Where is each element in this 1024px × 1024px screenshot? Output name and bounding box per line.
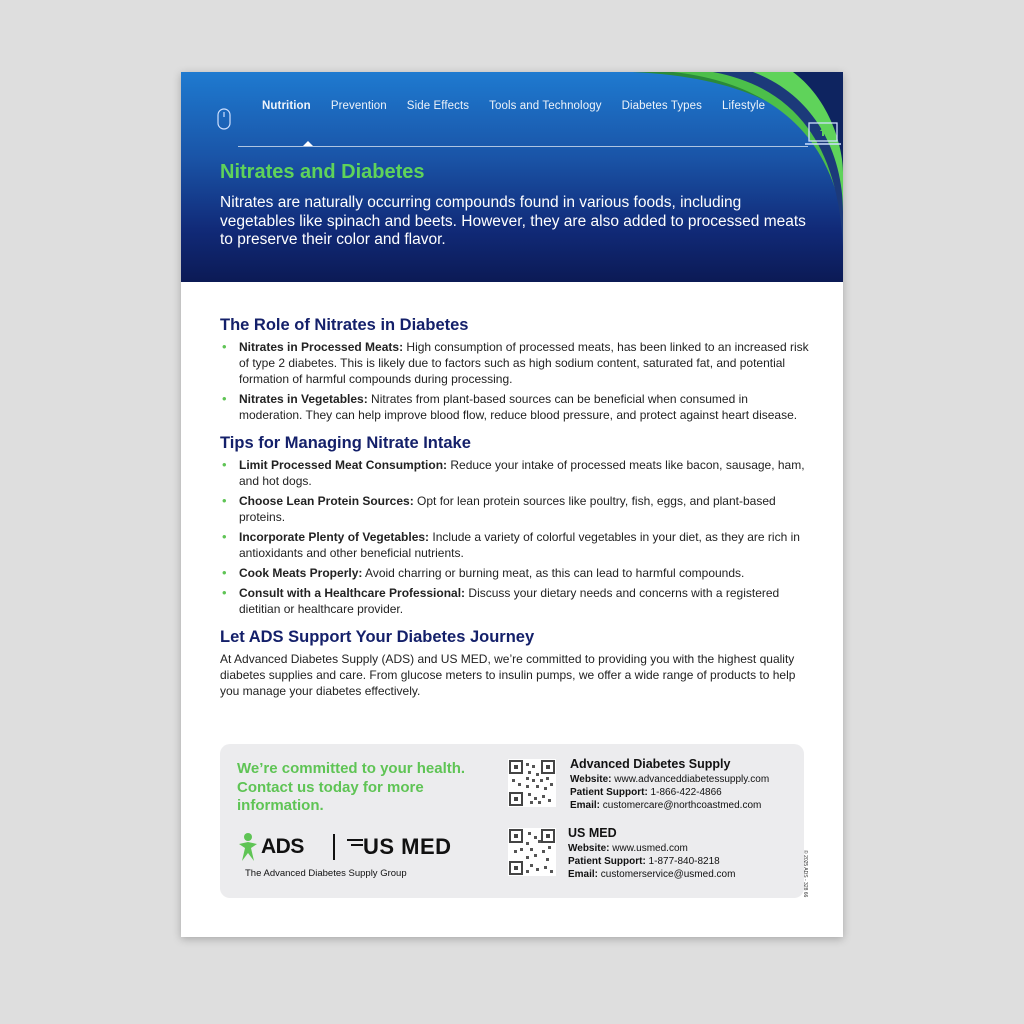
website-link[interactable]: www.advanceddiabetessupply.com — [611, 774, 770, 785]
phone-number[interactable]: 1-877-840-8218 — [645, 856, 720, 867]
nav-tab-tools-technology[interactable]: Tools and Technology — [489, 100, 602, 112]
list-item: • Cook Meats Properly: Avoid charring or burning meat, as this can lead to harmful compounds. — [220, 565, 810, 581]
nav-tab-lifestyle[interactable]: Lifestyle — [722, 100, 766, 112]
brand-logos — [237, 830, 467, 864]
document-code: © 2025 ADS - 328 66 — [802, 850, 808, 898]
nav-tab-diabetes-types[interactable]: Diabetes Types — [621, 100, 703, 112]
usmed-logo: US MED — [347, 834, 452, 860]
qr-code-usmed[interactable] — [508, 828, 556, 876]
mouse-icon — [217, 108, 231, 130]
intro-text: Nitrates are naturally occurring compounds found in various foods, including vegetables like spinach and beets. However, they are also added to processed meats to preserve their color and flavor. — [220, 194, 806, 248]
nav-tab-side-effects[interactable]: Side Effects — [406, 100, 470, 112]
commitment-text: We’re committed to your health. Contact us today for more information. — [237, 760, 466, 814]
usmed-contact-info: US MED Website: www.usmed.com Patient Support: 1-877-840-8218 Email: customerservice@usmed.com — [568, 826, 736, 880]
email-link[interactable]: customercare@northcoastmed.com — [600, 800, 762, 811]
list-item: • Incorporate Plenty of Vegetables: Include a variety of colorful vegetables in your diet, as they are rich in antioxidants and other beneficial nutrients. — [220, 529, 810, 561]
role-list — [220, 339, 810, 423]
section-heading-tips: Tips for Managing Nitrate Intake — [220, 434, 471, 452]
person-icon — [237, 832, 259, 862]
list-item: • Nitrates in Vegetables: Nitrates from plant-based sources can be beneficial when consumed in moderation. They can help improve blood flow, reduce blood pressure, and protect against heart disease. — [220, 391, 810, 423]
laptop-icon — [805, 122, 841, 148]
list-item: • Consult with a Healthcare Professional: Discuss your dietary needs and concerns with a registered dietitian or healthcare provider. — [220, 585, 810, 617]
org-name: US MED — [568, 826, 617, 840]
group-tagline: The Advanced Diabetes Supply Group — [245, 868, 407, 879]
page-title: Nitrates and Diabetes — [220, 161, 425, 183]
contact-box — [220, 744, 804, 898]
section-heading-role: The Role of Nitrates in Diabetes — [220, 316, 469, 334]
list-item: • Nitrates in Processed Meats: High consumption of processed meats, has been linked to an increased risk of type 2 diabetes. This is likely due to factors such as high sodium content, saturated fat, and potential formation of harmful compounds during processing. — [220, 339, 810, 387]
nav-tab-nutrition[interactable]: Nutrition — [262, 100, 311, 112]
website-link[interactable]: www.usmed.com — [609, 843, 688, 854]
speed-lines-icon — [347, 836, 363, 856]
org-name: Advanced Diabetes Supply — [570, 757, 731, 771]
tips-list — [220, 457, 810, 617]
list-item: • Limit Processed Meat Consumption: Reduce your intake of processed meats like bacon, sausage, ham, and hot dogs. — [220, 457, 810, 489]
phone-number[interactable]: 1-866-422-4866 — [647, 787, 722, 798]
qr-code-ads[interactable] — [508, 759, 556, 807]
nav-rule — [238, 146, 808, 147]
active-tab-indicator — [303, 141, 313, 146]
nav-tab-prevention[interactable]: Prevention — [330, 100, 387, 112]
section-heading-support: Let ADS Support Your Diabetes Journey — [220, 628, 535, 646]
logo-divider — [333, 834, 335, 860]
flyer-page — [181, 72, 843, 937]
ads-contact-info: Advanced Diabetes Supply Website: www.advanceddiabetessupply.com Patient Support: 1-866-422-4866 Email: customercare@northcoastmed.com — [570, 757, 770, 811]
list-item: • Choose Lean Protein Sources: Opt for lean protein sources like poultry, fish, eggs, and plant-based proteins. — [220, 493, 810, 525]
email-link[interactable]: customerservice@usmed.com — [598, 869, 736, 880]
topic-nav — [217, 96, 807, 126]
header-banner — [181, 72, 843, 282]
ads-logo: ADS — [237, 832, 304, 862]
support-paragraph: At Advanced Diabetes Supply (ADS) and US MED, we’re committed to providing you with the highest quality diabetes supplies and care. From glucose meters to insulin pumps, we offer a wide range of products to help you manage your diabetes effectively. — [220, 652, 796, 698]
main-content — [220, 316, 810, 699]
